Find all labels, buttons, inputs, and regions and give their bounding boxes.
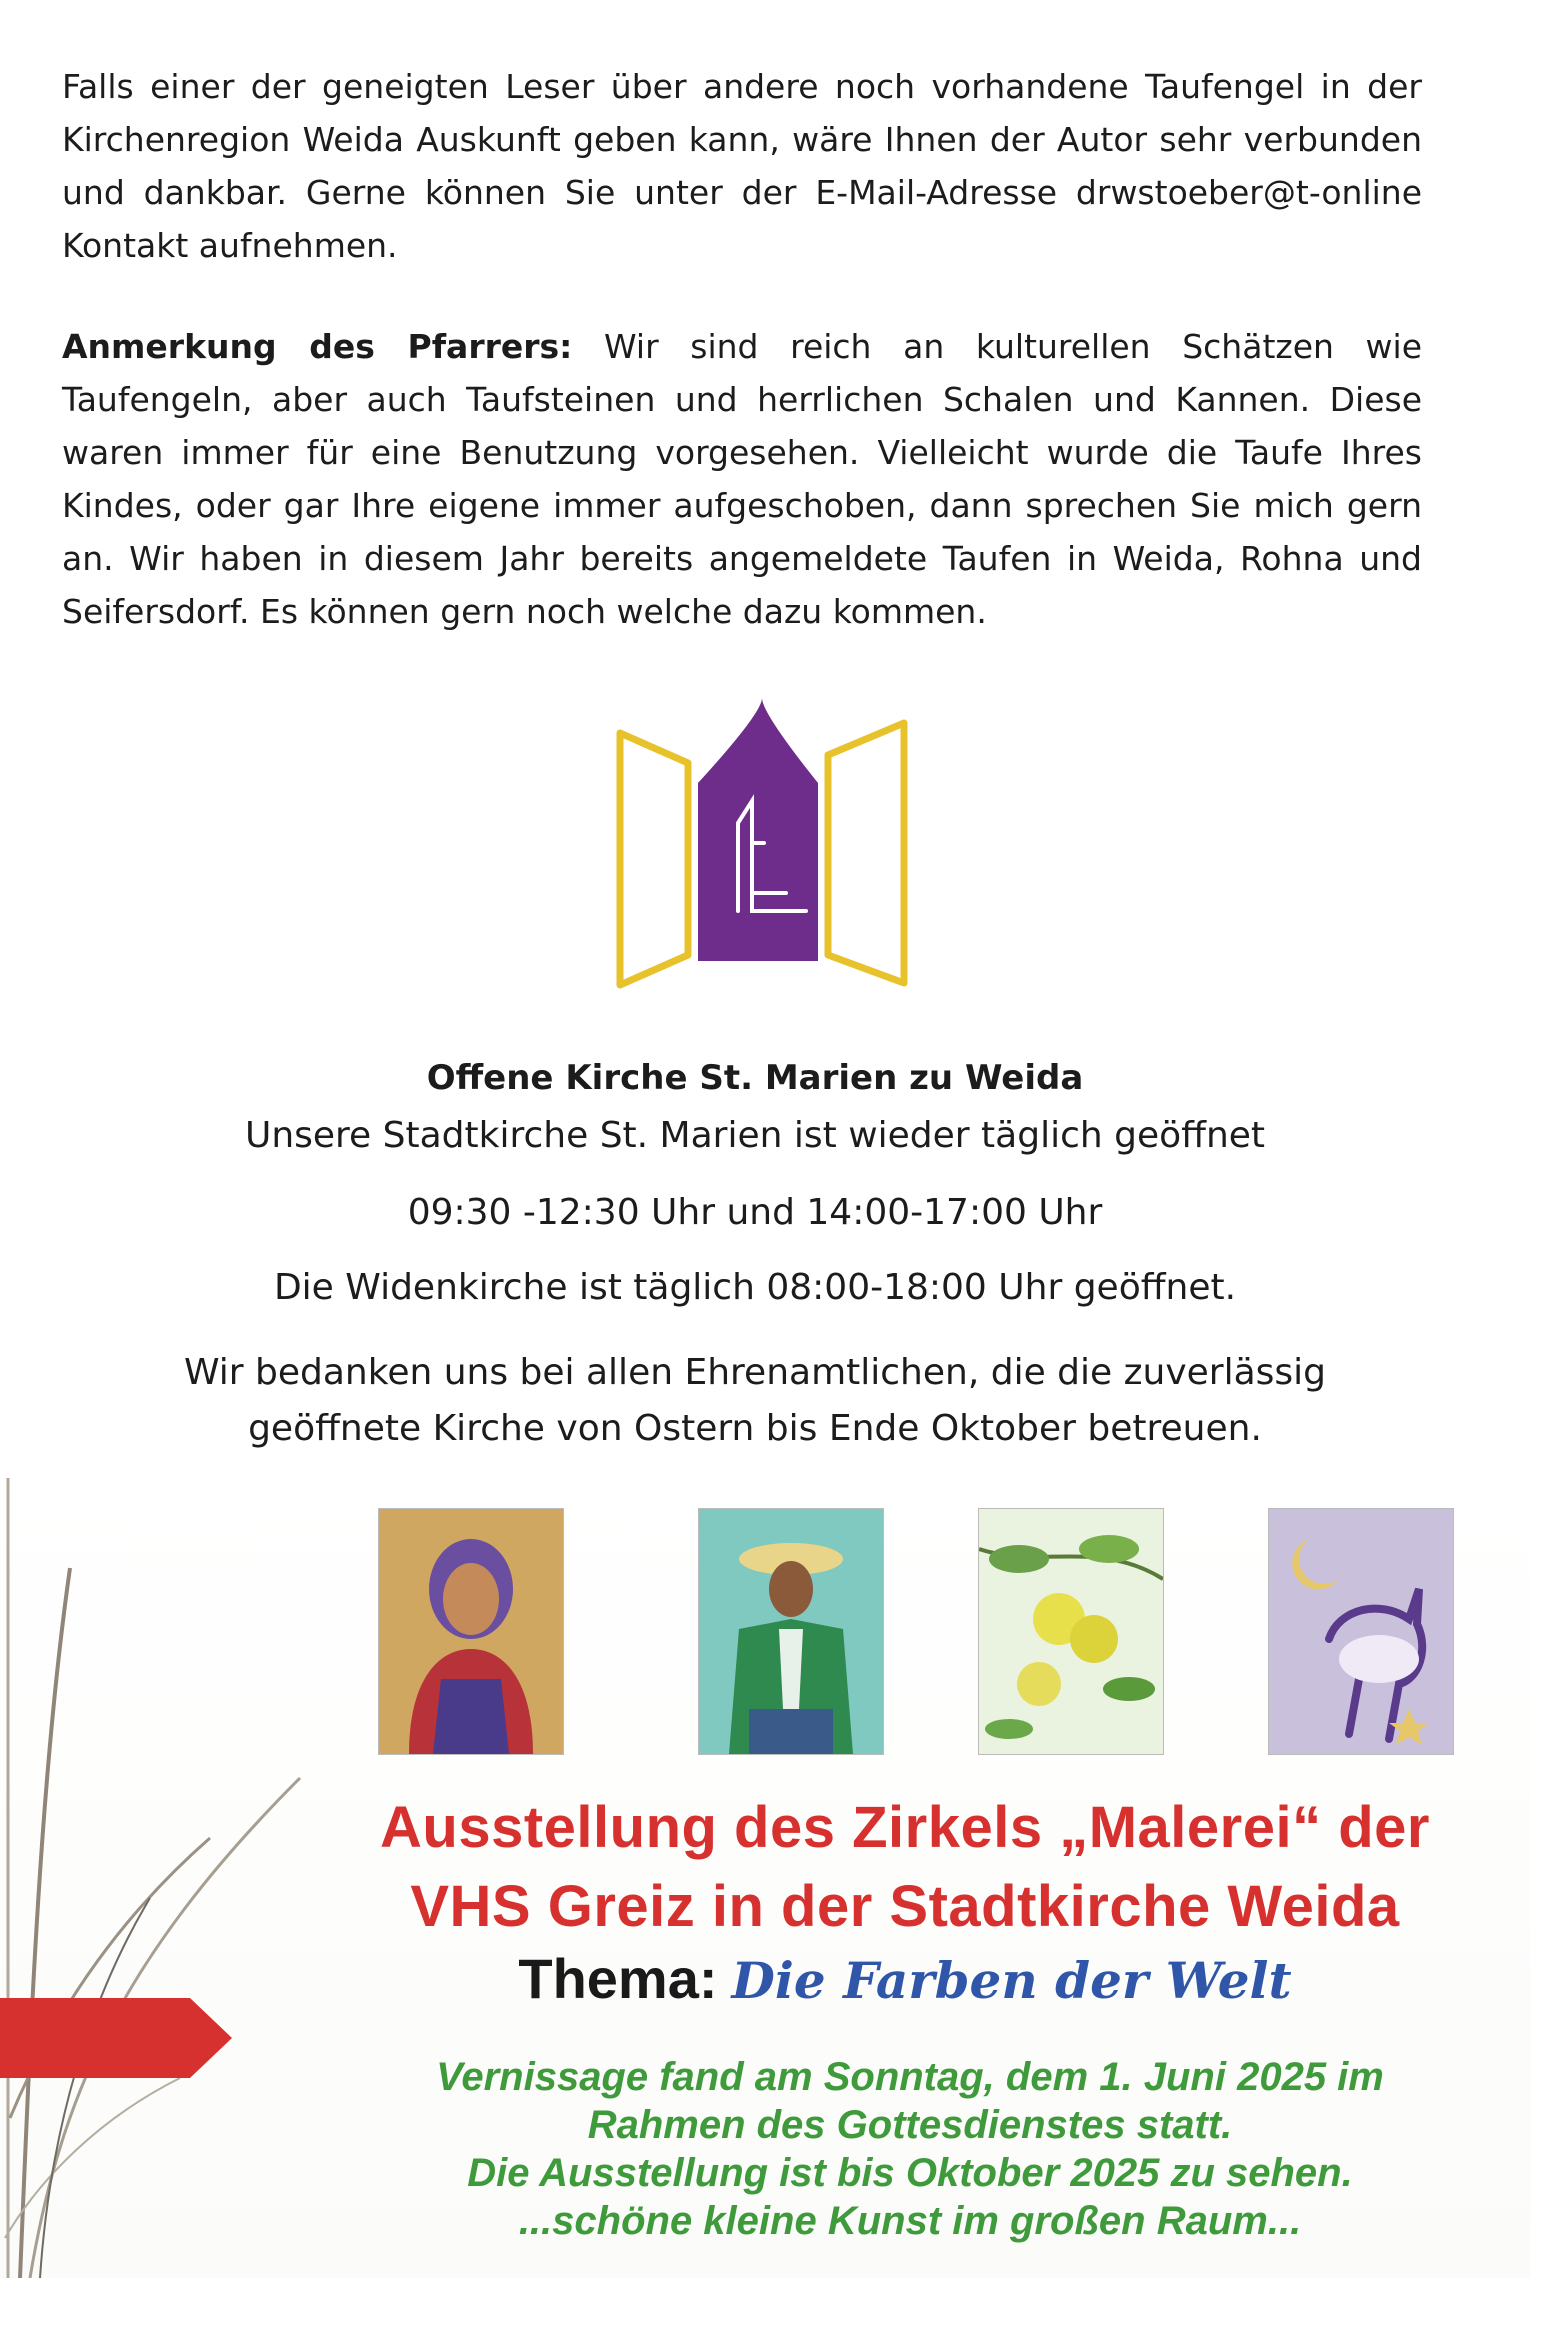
widenkirche-hours: Die Widenkirche ist täglich 08:00-18:00 Uhr geöffnet.	[273, 1267, 1237, 1308]
open-church-title: Offene Kirche St. Marien zu Weida	[426, 1058, 1084, 1098]
theme-label: Thema:	[518, 1947, 718, 2010]
exhibition-info-line-1: Vernissage fand am Sonntag, dem 1. Juni 2025 im	[436, 2055, 1384, 2099]
exhibition-info-line-2: Rahmen des Gottesdienstes statt.	[587, 2103, 1233, 2147]
open-church-line: Unsere Stadtkirche St. Marien ist wieder täglich geöffnet	[244, 1115, 1266, 1156]
man-portrait-painting	[698, 1508, 884, 1755]
exhibition-heading-line-1: Ausstellung des Zirkels „Malerei“ der	[380, 1795, 1430, 1860]
church-window-shape	[698, 698, 818, 961]
exhibition-flyer	[0, 1478, 1530, 2278]
paragraph-pastor-note	[62, 320, 1422, 638]
woman-portrait-painting	[378, 1508, 564, 1755]
exhibition-theme	[280, 1946, 1530, 2011]
thanks-line-2: geöffnete Kirche von Ostern bis Ende Oktober betreuen.	[248, 1408, 1262, 1449]
pastor-note-text: Wir sind reich an kulturellen Schätzen wie Taufengeln, aber auch Taufsteinen und herrlichen Schalen und Kannen. Diese waren immer für eine Benutzung vorgesehen. Vielleicht wurde die Taufe Ihres Kindes, oder gar Ihre eigene immer aufgeschoben, dann sprechen Sie mich gern an. Wir haben in diesem Jahr bereits angemeldete Taufen in Weida, Rohna und Seifersdorf. Es können gern noch welche dazu kommen.	[62, 327, 1422, 631]
left-door-shape	[620, 733, 688, 985]
exhibition-info-line-3: Die Ausstellung ist bis Oktober 2025 zu sehen.	[467, 2151, 1353, 2195]
red-arrow-banner	[0, 1998, 232, 2078]
theme-value: Die Farben der Welt	[731, 1951, 1292, 2010]
open-church-thanks	[0, 1345, 1510, 1457]
open-church-hours: 09:30 -12:30 Uhr und 14:00-17:00 Uhr	[407, 1192, 1103, 1233]
unicorn-painting	[1268, 1508, 1454, 1755]
grass-decoration-icon	[0, 1478, 320, 2278]
thanks-line-1: Wir bedanken uns bei allen Ehrenamtlichen, die die zuverlässig	[183, 1352, 1327, 1393]
pastor-note-label: Anmerkung des Pfarrers:	[62, 327, 573, 366]
lemons-painting	[978, 1508, 1164, 1755]
exhibition-heading-line-2: VHS Greiz in der Stadtkirche Weida	[410, 1874, 1400, 1939]
paragraph-author-request: Falls einer der geneigten Leser über andere noch vorhandene Taufengel in der Kirchenregion Weida Auskunft geben kann, wäre Ihnen der Autor sehr verbunden und dankbar. Gerne können Sie unter der E-Mail-Adresse drwstoeber@t-online Kontakt aufnehmen.	[62, 67, 1422, 265]
open-church-logo-icon	[612, 693, 912, 993]
exhibition-info-line-4: ...schöne kleine Kunst im großen Raum...	[518, 2199, 1302, 2243]
right-door-shape	[828, 723, 904, 983]
